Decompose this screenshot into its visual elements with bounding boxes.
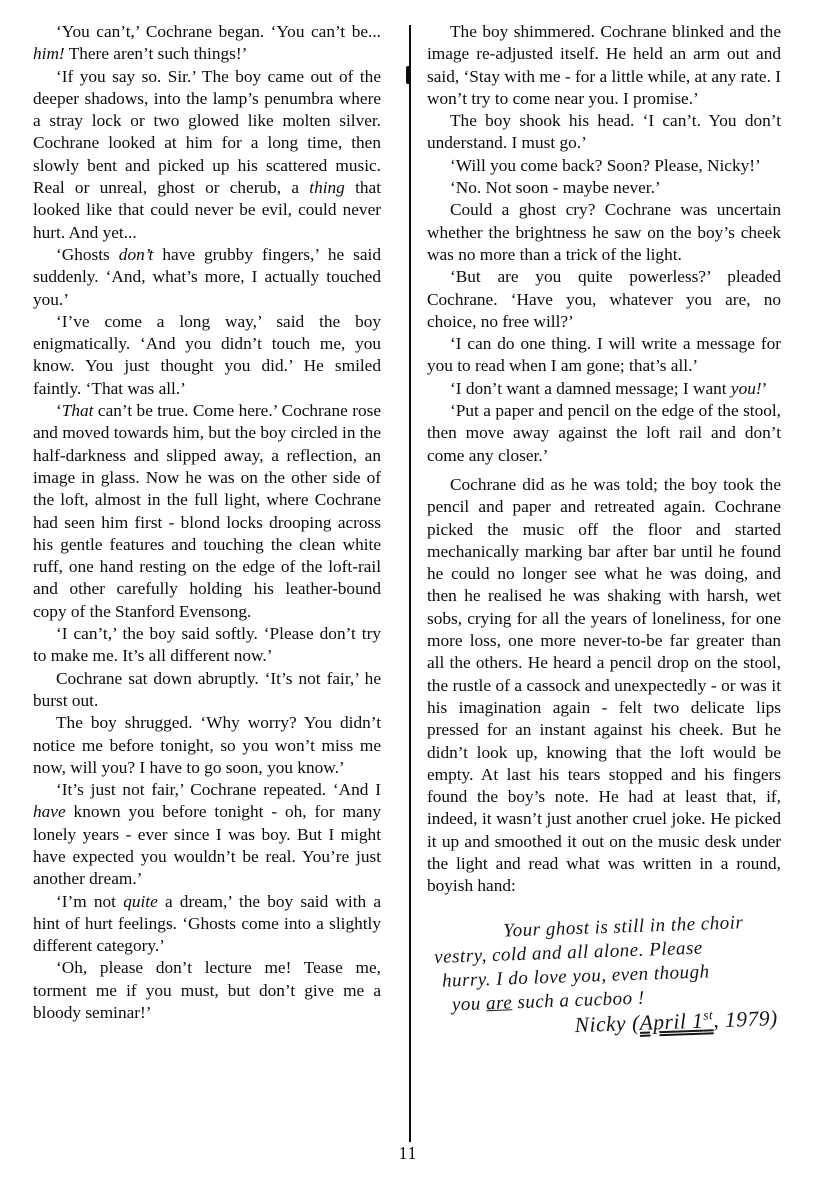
paragraph: ‘I’ve come a long way,’ said the boy enigmatically. ‘And you didn’t touch me, you know. You just thought you did.’ He smiled faintly. ‘That was all.’ bbox=[33, 311, 381, 398]
paragraph: ‘That can’t be true. Come here.’ Cochrane rose and moved towards him, but the boy circled in the half-darkness and slipped away, a reflection, an image in glass. Now he was on the other side of the loft, almost in the full light, where Cochrane had seen him first - blond locks drooping across his gentle features and touching the clean white ruff, one hand resting on the edge of the loft-rail and other carefully holding his leather-bound copy of the Stanford Evensong. bbox=[33, 401, 381, 621]
right-text-column bbox=[427, 21, 781, 1042]
paragraph: ‘I can’t,’ the boy said softly. ‘Please don’t try to make me. It’s all different now.’ bbox=[33, 624, 381, 666]
paragraph: The boy shimmered. Cochrane blinked and the image re-adjusted itself. He held an arm out and said, ‘Stay with me - for a little while, at any rate. I won’t try to come near you. I promise.’ bbox=[427, 22, 781, 108]
paragraph: Cochrane did as he was told; the boy took the pencil and paper and retreated again. Cochrane picked the music off the floor and started mechanically marking bar after bar until he found he could no longer see what he was doing, and then he realised he was shaking with harsh, wet sobs, crying for all the years of loneliness, for one more loss, one more never-to-be far greater than all the others. He heard a pencil drop on the stool, the rustle of a cassock and unexpectedly - or was it his imagination again - felt two delicate lips pressed for an instant against his cheek. But he didn’t look up, knowing that the loft would be empty. At last his tears stopped and his fingers found the boy’s note. He had at least that, if, indeed, it wasn’t just another cruel joke. He picked it up and smoothed it out on the music desk under the light and read what was written in a round, boyish hand: bbox=[427, 474, 781, 896]
paragraph: The boy shrugged. ‘Why worry? You didn’t notice me before tonight, so you won’t miss me now, will you? I have to go soon, you know.’ bbox=[33, 713, 381, 777]
divider-ink-mark bbox=[406, 66, 411, 84]
handwritten-note bbox=[433, 909, 785, 1041]
paragraph: ‘I can do one thing. I will write a message for you to read when I am gone; that’s all.’ bbox=[427, 334, 781, 376]
paragraph: ‘It’s just not fair,’ Cochrane repeated. ‘And I have known you before tonight - oh, for many lonely years - ever since I was boy. But I might have expected you wouldn’t be real. You’re just another dream.’ bbox=[33, 780, 381, 889]
handwritten-note-line: hurry. I do love you, even though bbox=[441, 960, 710, 992]
paragraph: ‘But are you quite powerless?’ pleaded Cochrane. ‘Have you, whatever you are, no choice, no free will?’ bbox=[427, 267, 781, 331]
paragraph: Could a ghost cry? Cochrane was uncertain whether the brightness he saw on the boy’s cheek was no more than a trick of the light. bbox=[427, 200, 781, 264]
column-divider-rule bbox=[409, 25, 411, 1142]
left-text-column bbox=[33, 21, 381, 1024]
paragraph: ‘You can’t,’ Cochrane began. ‘You can’t be... him! There aren’t such things!’ bbox=[33, 22, 381, 64]
handwritten-note-line: you are such a cucboo ! bbox=[451, 987, 645, 1015]
right-column-paragraphs bbox=[427, 21, 781, 898]
handwritten-note-line: Your ghost is still in the choir bbox=[502, 911, 744, 942]
paragraph: ‘Ghosts don’t have grubby fingers,’ he said suddenly. ‘And, what’s more, I actually touched you.’ bbox=[33, 244, 381, 309]
paragraph: Cochrane sat down abruptly. ‘It’s not fair,’ he burst out. bbox=[33, 668, 381, 710]
paragraph: ‘Will you come back? Soon? Please, Nicky!’ bbox=[450, 155, 761, 175]
paragraph: The boy shook his head. ‘I can’t. You don’t understand. I must go.’ bbox=[427, 111, 781, 153]
paragraph: ‘Put a paper and pencil on the edge of the stool, then move away against the loft rail and don’t come any closer.’ bbox=[427, 401, 781, 465]
page-number: 11 bbox=[398, 1143, 418, 1163]
paragraph: ‘Oh, please don’t lecture me! Tease me, torment me if you must, but don’t give me a bloody seminar!’ bbox=[33, 958, 381, 1023]
paragraph: ‘I’m not quite a dream,’ the boy said with a hint of hurt feelings. ‘Ghosts come into a slightly different category.’ bbox=[33, 891, 381, 956]
handwritten-note-line: vestry, cold and all alone. Please bbox=[433, 937, 704, 968]
paragraph: ‘No. Not soon - maybe never.’ bbox=[450, 178, 661, 198]
handwritten-note-line: Nicky (April 1st, 1979) bbox=[574, 1005, 779, 1037]
paragraph: ‘I don’t want a damned message; I want you!’ bbox=[450, 378, 768, 398]
paragraph: ‘If you say so. Sir.’ The boy came out of the deeper shadows, into the lamp’s penumbra where a stray lock or two glowed like molten silver. Cochrane looked at him for a long time, then slowly bent and picked up his scattered music. Real or unreal, ghost or cherub, a thing that looked like that could never be evil, could never hurt. And yet... bbox=[33, 66, 382, 242]
